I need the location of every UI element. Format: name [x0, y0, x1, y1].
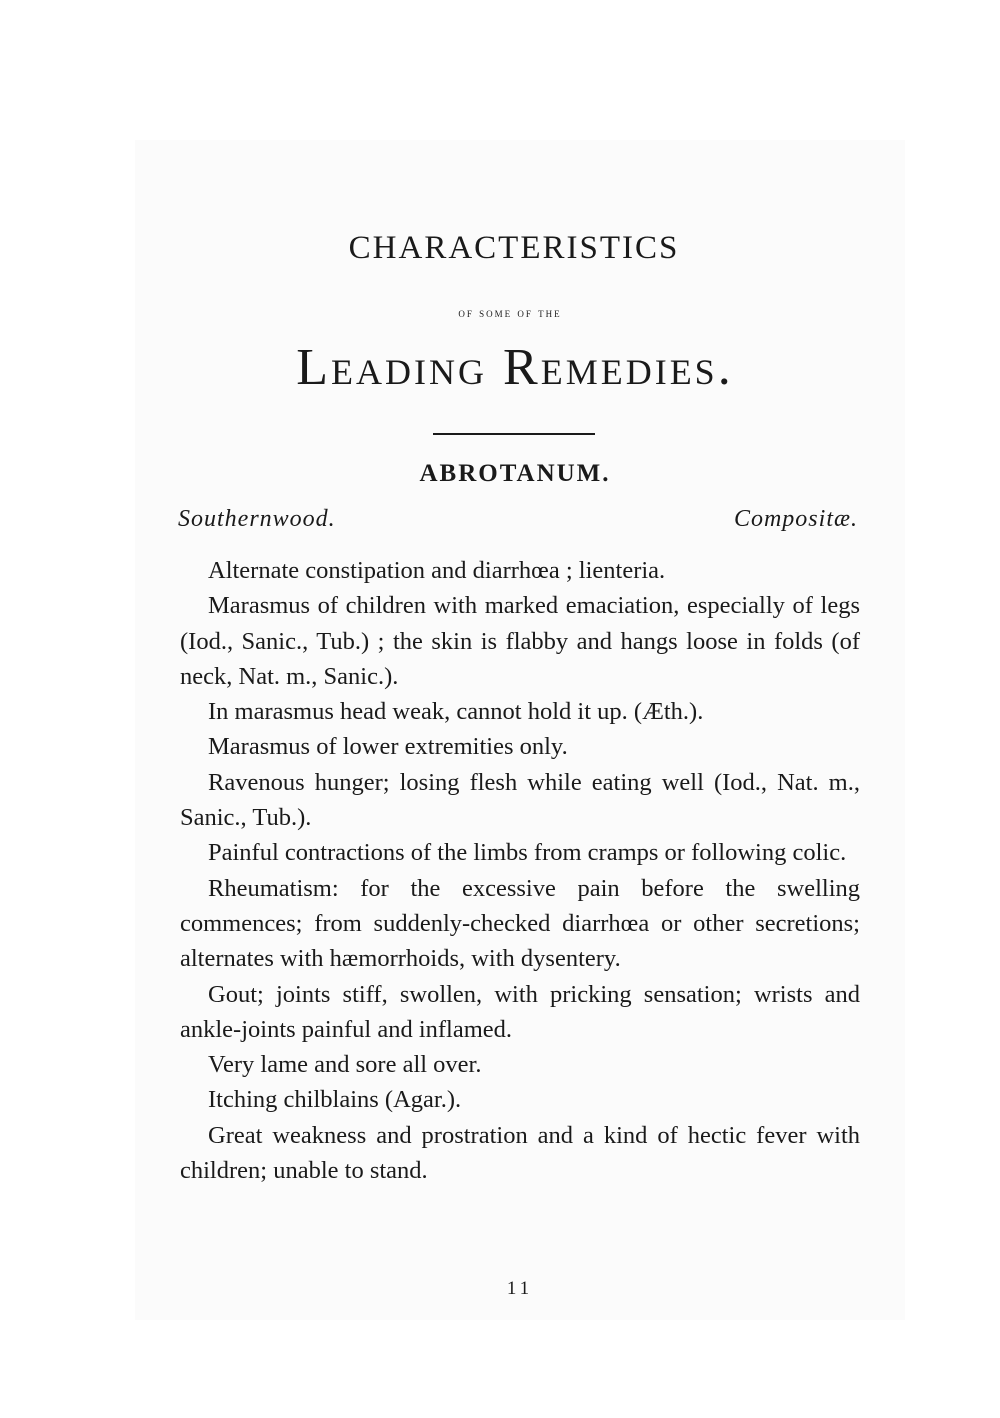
remedy-common-name: Southernwood. — [178, 506, 336, 532]
characteristic-paragraph: Itching chilblains (Agar.). — [208, 1086, 462, 1114]
characteristic-paragraph: Marasmus of lower extremities only. — [208, 733, 568, 761]
page-number: 11 — [506, 1278, 534, 1299]
characteristic-paragraph: Great weakness and prostration and a kind of hectic fever with children; unable to stand. — [180, 1121, 860, 1185]
characteristic-paragraph: Ravenous hunger; losing flesh while eating well (Iod., Nat. m., Sanic., Tub.). — [180, 768, 860, 832]
book-title: CHARACTERISTICS — [348, 230, 680, 266]
remedy-heading: ABROTANUM. — [419, 460, 611, 487]
characteristic-paragraph: Painful contractions of the limbs from cramps or following colic. — [208, 839, 847, 867]
title-divider — [433, 433, 595, 435]
characteristic-paragraph: Very lame and sore all over. — [208, 1051, 482, 1079]
characteristic-paragraph: Marasmus of children with marked emaciation, especially of legs (Iod., Sanic., Tub.) ; the skin is flabby and hangs loose in folds (of neck, Nat. m., Sanic.). — [180, 592, 860, 690]
remedy-characteristics — [180, 553, 860, 1188]
book-main-title: Leading Remedies. — [296, 339, 734, 396]
remedy-family: Compositæ. — [733, 506, 858, 532]
characteristic-paragraph: Alternate constipation and diarrhœa ; lienteria. — [208, 557, 666, 584]
characteristic-paragraph: Gout; joints stiff, swollen, with pricking sensation; wrists and ankle-joints painful and inflamed. — [180, 980, 860, 1043]
characteristic-paragraph: Rheumatism: for the excessive pain before the swelling commences; from suddenly-checked diarrhœa or other secretions; alternates with hæmorrhoids, with dysentery. — [180, 874, 860, 973]
book-subtitle: of some of the — [458, 305, 562, 320]
characteristic-paragraph: In marasmus head weak, cannot hold it up. (Æth.). — [208, 698, 704, 726]
